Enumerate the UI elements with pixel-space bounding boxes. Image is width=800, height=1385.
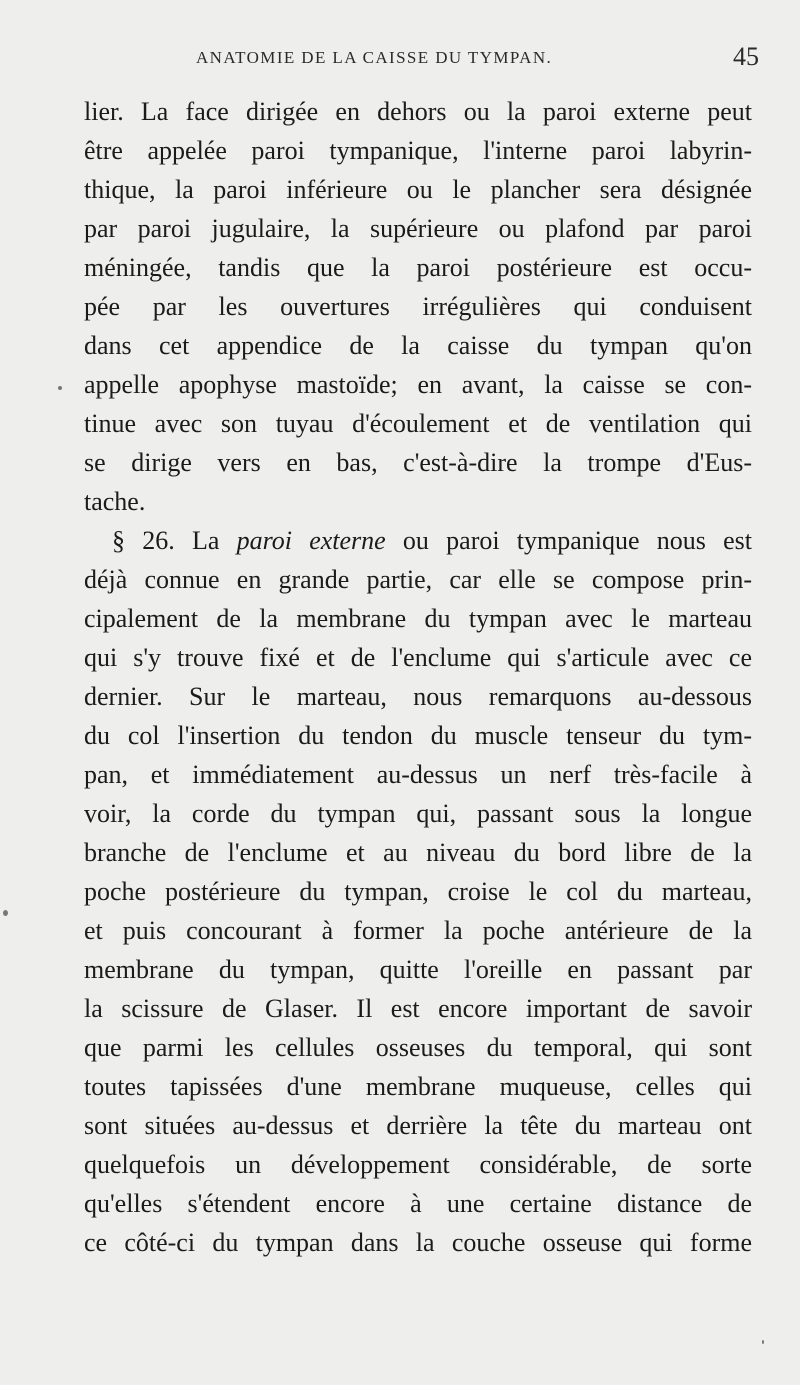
text-line: et puis concourant à former la poche antérieure de la xyxy=(84,916,752,945)
section-mark: § 26. La xyxy=(112,526,237,555)
text-line: pan, et immédiatement au-dessus un nerf très-facile à xyxy=(84,760,752,789)
text-line: sont situées au-dessus et derrière la tête du marteau ont xyxy=(84,1111,752,1140)
text-line: cipalement de la membrane du tympan avec le marteau xyxy=(84,604,752,633)
page-number: 45 xyxy=(733,42,759,71)
text-line: branche de l'enclume et au niveau du bord libre de la xyxy=(84,838,752,867)
text-line: par paroi jugulaire, la supérieure ou plafond par paroi xyxy=(84,214,752,243)
paper-speck xyxy=(58,386,62,390)
text-line: déjà connue en grande partie, car elle se compose prin- xyxy=(84,565,752,594)
text-line: méningée, tandis que la paroi postérieure est occu- xyxy=(84,253,752,282)
text-line: lier. La face dirigée en dehors ou la paroi externe peut xyxy=(84,97,752,126)
section-italic-term: paroi externe xyxy=(236,526,386,555)
text-line: tinue avec son tuyau d'écoulement et de ventilation qui xyxy=(84,409,752,438)
text-line: qu'elles s'étendent encore à une certaine distance de xyxy=(84,1189,752,1218)
page-header xyxy=(0,42,800,78)
text-line: ce côté-ci du tympan dans la couche osseuse qui forme xyxy=(84,1228,752,1257)
text-line: qui s'y trouve fixé et de l'enclume qui s'articule avec ce xyxy=(84,643,752,672)
section-rest: ou paroi tympanique nous est xyxy=(385,526,752,555)
text-line: la scissure de Glaser. Il est encore important de savoir xyxy=(84,994,752,1023)
text-line: tache. xyxy=(84,487,146,516)
section-heading-line xyxy=(84,521,752,560)
text-line: thique, la paroi inférieure ou le plancher sera désignée xyxy=(84,175,752,204)
text-line: voir, la corde du tympan qui, passant sous la longue xyxy=(84,799,752,828)
text-line: pée par les ouvertures irrégulières qui conduisent xyxy=(84,292,752,321)
text-line: poche postérieure du tympan, croise le col du marteau, xyxy=(84,877,752,906)
text-line: être appelée paroi tympanique, l'interne paroi labyrin- xyxy=(84,136,752,165)
body-text xyxy=(84,92,752,1262)
text-line: quelquefois un développement considérable, de sorte xyxy=(84,1150,752,1179)
paper-speck xyxy=(762,1340,764,1344)
text-line: membrane du tympan, quitte l'oreille en passant par xyxy=(84,955,752,984)
text-line: se dirige vers en bas, c'est-à-dire la trompe d'Eus- xyxy=(84,448,752,477)
text-line: toutes tapissées d'une membrane muqueuse, celles qui xyxy=(84,1072,752,1101)
running-head: ANATOMIE DE LA CAISSE DU TYMPAN. xyxy=(196,48,553,67)
text-line: dernier. Sur le marteau, nous remarquons au-dessous xyxy=(84,682,752,711)
paper-speck xyxy=(3,910,8,916)
text-line: que parmi les cellules osseuses du temporal, qui sont xyxy=(84,1033,752,1062)
text-line: dans cet appendice de la caisse du tympan qu'on xyxy=(84,331,752,360)
text-line: appelle apophyse mastoïde; en avant, la caisse se con- xyxy=(84,370,752,399)
text-line: du col l'insertion du tendon du muscle tenseur du tym- xyxy=(84,721,752,750)
